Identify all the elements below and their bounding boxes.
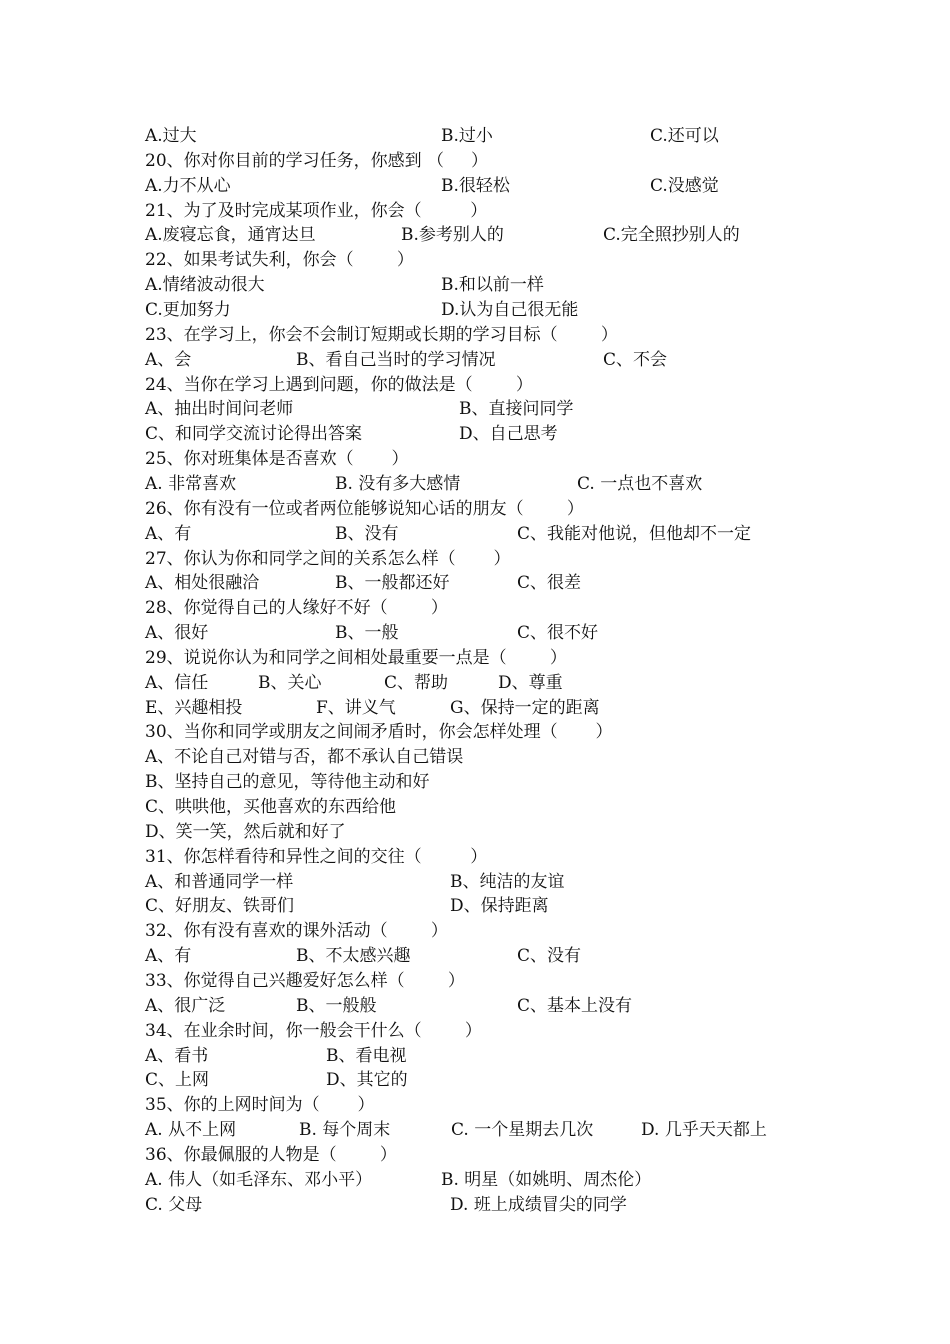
option-text: C. 父母	[145, 1194, 203, 1215]
option-text: B、一般	[335, 623, 399, 643]
option-text: G、保持一定的距离	[450, 697, 600, 718]
option-text: F、讲义气	[316, 697, 396, 718]
option-text: C、哄哄他，买他喜欢的东西给他	[145, 797, 397, 817]
option-text: C、没有	[517, 946, 582, 967]
question-text: 31、你怎样看待和异性之间的交往（ ）	[145, 846, 488, 867]
option-text: A、很广泛	[145, 995, 226, 1016]
option-text: A.废寝忘食，通宵达旦	[145, 225, 316, 246]
options-line	[0, 174, 950, 199]
question-line	[0, 919, 950, 944]
option-text: B、看电视	[326, 1045, 407, 1066]
option-text: C.没感觉	[650, 175, 719, 196]
question-text: 23、在学习上，你会不会制订短期或长期的学习目标（ ）	[145, 324, 618, 345]
option-text: A.情绪波动很大	[145, 275, 265, 296]
option-text: B、一般都还好	[335, 573, 450, 594]
question-line	[0, 969, 950, 994]
options-line	[0, 1068, 950, 1093]
option-text: A.力不从心	[145, 175, 231, 196]
question-line	[0, 1019, 950, 1044]
option-text: C、帮助	[384, 672, 449, 693]
question-line	[0, 149, 950, 174]
options-line	[0, 1193, 950, 1218]
options-line	[0, 1118, 950, 1143]
option-text: A. 非常喜欢	[145, 473, 237, 494]
option-text: D. 班上成绩冒尖的同学	[450, 1194, 627, 1215]
question-line	[0, 1143, 950, 1168]
option-text: B. 每个周末	[299, 1120, 391, 1140]
options-line	[0, 1044, 950, 1069]
option-text: B.过小	[441, 126, 493, 146]
option-text: A、会	[145, 349, 192, 370]
question-line	[0, 845, 950, 870]
option-text: A、和普通同学一样	[145, 871, 294, 892]
option-text: A、不论自己对错与否，都不承认自己错误	[145, 747, 464, 768]
options-line	[0, 745, 950, 770]
option-text: B、纯洁的友谊	[450, 871, 565, 892]
question-text: 25、你对班集体是否喜欢（ ）	[145, 449, 409, 470]
question-line	[0, 447, 950, 472]
question-text: 33、你觉得自己兴趣爱好怎么样（ ）	[145, 970, 465, 991]
options-line	[0, 298, 950, 323]
options-line	[0, 894, 950, 919]
option-text: D、尊重	[498, 672, 563, 693]
options-line	[0, 870, 950, 895]
options-line	[0, 944, 950, 969]
options-line	[0, 770, 950, 795]
option-text: D.认为自己很无能	[441, 300, 579, 320]
option-text: A、看书	[145, 1045, 209, 1066]
question-line	[0, 646, 950, 671]
option-text: D、保持距离	[450, 896, 549, 917]
options-line	[0, 671, 950, 696]
option-text: B. 明星（如姚明、周杰伦）	[441, 1169, 652, 1190]
option-text: C、很差	[517, 573, 582, 594]
question-line	[0, 199, 950, 224]
option-text: C、不会	[603, 349, 668, 370]
option-text: B、看自己当时的学习情况	[296, 349, 496, 370]
question-text: 21、为了及时完成某项作业，你会（ ）	[145, 200, 488, 221]
option-text: C. 一点也不喜欢	[577, 473, 703, 494]
question-text: 29、说说你认为和同学之间相处最重要一点是（ ）	[145, 647, 567, 668]
question-text: 34、在业余时间，你一般会干什么（ ）	[145, 1020, 482, 1041]
option-text: C、我能对他说，但他却不一定	[517, 523, 752, 544]
option-text: A、有	[145, 946, 192, 967]
question-text: 26、你有没有一位或者两位能够说知心话的朋友（ ）	[145, 498, 584, 519]
question-text: 35、你的上网时间为（ ）	[145, 1095, 375, 1116]
options-line	[0, 124, 950, 149]
options-line	[0, 820, 950, 845]
options-line	[0, 1168, 950, 1193]
question-line	[0, 373, 950, 398]
options-line	[0, 571, 950, 596]
option-text: A、信任	[145, 672, 209, 693]
question-line	[0, 547, 950, 572]
question-text: 24、当你在学习上遇到问题，你的做法是（ ）	[145, 374, 533, 395]
question-line	[0, 497, 950, 522]
question-text: 32、你有没有喜欢的课外活动（ ）	[145, 921, 448, 942]
question-text: 28、你觉得自己的人缘好不好（ ）	[145, 598, 448, 619]
option-text: D、自己思考	[459, 424, 558, 445]
options-line	[0, 472, 950, 497]
option-text: A.过大	[145, 126, 197, 146]
options-line	[0, 621, 950, 646]
options-line	[0, 795, 950, 820]
option-text: A、相处很融洽	[145, 573, 260, 594]
option-text: D、其它的	[326, 1070, 408, 1091]
option-text: D. 几乎天天都上	[641, 1120, 767, 1140]
question-text: 27、你认为你和同学之间的关系怎么样（ ）	[145, 548, 511, 569]
options-line	[0, 696, 950, 721]
option-text: A. 从不上网	[145, 1120, 237, 1140]
options-line	[0, 422, 950, 447]
question-text: 20、你对你目前的学习任务，你感到 （ ）	[145, 150, 489, 171]
option-text: B.和以前一样	[441, 275, 544, 296]
option-text: C、很不好	[517, 623, 599, 643]
option-text: C、上网	[145, 1070, 210, 1091]
option-text: B、坚持自己的意见，等待他主动和好	[145, 772, 430, 793]
option-text: C.还可以	[650, 126, 719, 146]
question-line	[0, 1093, 950, 1118]
question-line	[0, 596, 950, 621]
option-text: D、笑一笑，然后就和好了	[145, 821, 346, 842]
option-text: C、基本上没有	[517, 995, 633, 1016]
option-text: E、兴趣相投	[145, 697, 243, 718]
question-line	[0, 248, 950, 273]
options-line	[0, 994, 950, 1019]
option-text: C.更加努力	[145, 300, 231, 320]
option-text: C、和同学交流讨论得出答案	[145, 424, 363, 445]
options-line	[0, 522, 950, 547]
question-line	[0, 323, 950, 348]
option-text: B、不太感兴趣	[296, 946, 411, 967]
options-line	[0, 223, 950, 248]
option-text: C. 一个星期去几次	[451, 1120, 594, 1140]
question-text: 30、当你和同学或朋友之间闹矛盾时，你会怎样处理（ ）	[145, 722, 613, 743]
option-text: B.参考别人的	[401, 225, 504, 246]
option-text: C、好朋友、铁哥们	[145, 896, 295, 917]
question-text: 22、如果考试失利，你会（ ）	[145, 250, 414, 271]
option-text: B. 没有多大感情	[335, 473, 461, 494]
option-text: B、关心	[258, 672, 322, 693]
question-text: 36、你最佩服的人物是（ ）	[145, 1144, 397, 1165]
option-text: A、有	[145, 523, 192, 544]
option-text: A、抽出时间问老师	[145, 399, 294, 420]
option-text: B、没有	[335, 523, 399, 544]
options-line	[0, 348, 950, 373]
option-text: A、很好	[145, 623, 209, 643]
options-line	[0, 273, 950, 298]
option-text: B、一般般	[296, 995, 377, 1016]
option-text: C.完全照抄别人的	[603, 225, 740, 246]
options-line	[0, 397, 950, 422]
question-line	[0, 720, 950, 745]
option-text: B.很轻松	[441, 175, 510, 196]
option-text: A. 伟人（如毛泽东、邓小平）	[145, 1169, 373, 1190]
option-text: B、直接问同学	[459, 399, 574, 420]
